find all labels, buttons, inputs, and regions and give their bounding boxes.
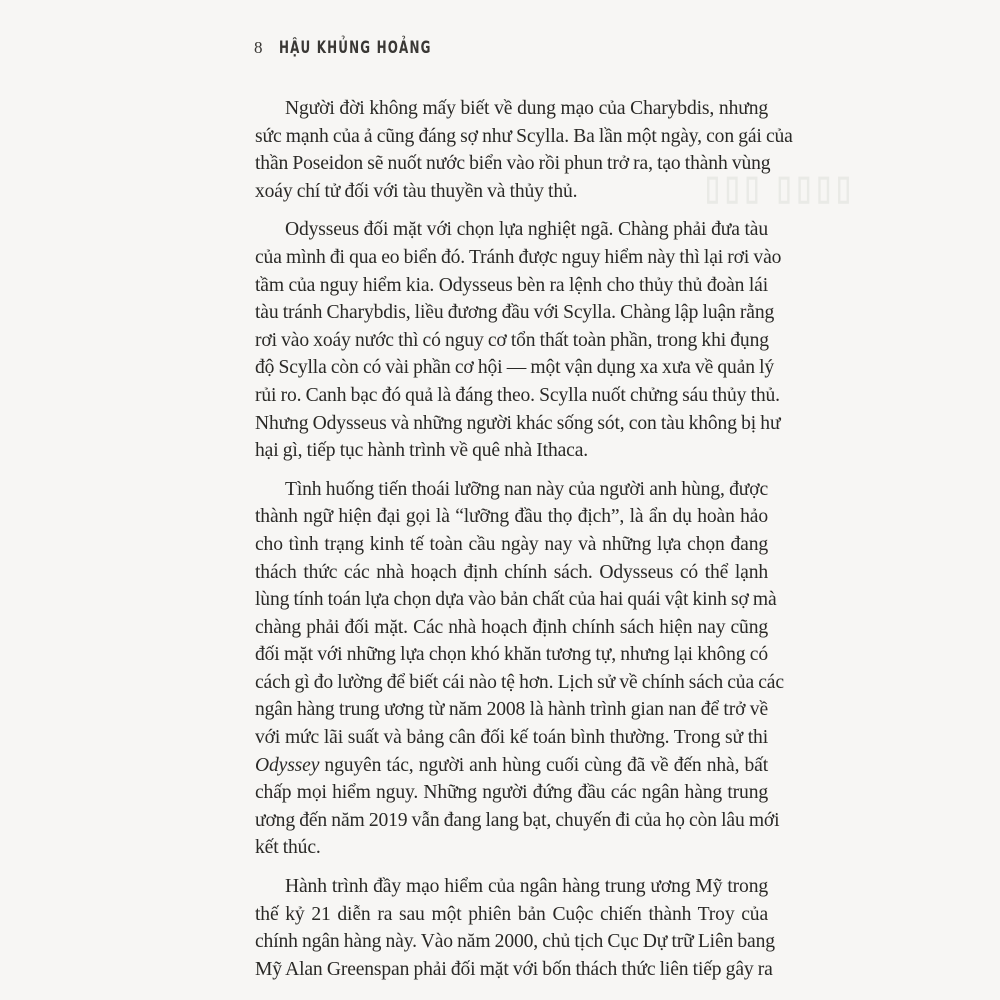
text-line: thách thức các nhà hoạch định chính sách. Odysseus có thể lạnh (255, 561, 768, 583)
text-line: chàng phải đối mặt. Các nhà hoạch định chính sách hiện nay cũng (255, 616, 768, 638)
text-line: chấp mọi hiểm nguy. Những người đứng đầu các ngân hàng trung (255, 782, 768, 804)
text-line: xoáy chí tử đối với tàu thuyền và thủy thủ. (255, 180, 578, 202)
text-line: sức mạnh của ả cũng đáng sợ như Scylla. Ba lần một ngày, con gái của (255, 125, 793, 147)
text-line: lùng tính toán lựa chọn dựa vào bản chất của hai quái vật kinh sợ mà (255, 589, 777, 611)
text-line: cách gì đo lường để biết cái nào tệ hơn. Lịch sử về chính sách của các (255, 671, 784, 693)
text-line: tàu tránh Charybdis, liều đương đầu với Scylla. Chàng lập luận rằng (255, 302, 775, 324)
text-line: kết thúc. (255, 837, 321, 859)
text-line: độ Scylla còn có vài phần cơ hội — một vận dụng xa xưa về quản lý (255, 357, 775, 379)
text-line: thế kỷ 21 diễn ra sau một phiên bản Cuộc chiến thành Troy của (255, 903, 768, 925)
text-line: cho tình trạng kinh tế toàn cầu ngày nay và những lựa chọn đang (255, 533, 768, 555)
book-title: HẬU KHỦNG HOẢNG (278, 38, 432, 58)
text-line: rủi ro. Canh bạc đó quả là đáng theo. Scylla nuốt chửng sáu thủy thủ. (255, 384, 780, 406)
paragraph-4 (255, 873, 775, 983)
paragraph-3 (255, 476, 784, 862)
text-line: Odysseus đối mặt với chọn lựa nghiệt ngã. Chàng phải đưa tàu (285, 219, 768, 241)
paragraph-2 (255, 216, 782, 464)
body-text (255, 95, 793, 994)
text-line: Mỹ Alan Greenspan phải đối mặt với bốn thách thức liên tiếp gây ra (255, 958, 773, 980)
text-line: ương đến năm 2019 vẫn đang lang bạt, chuyến đi của họ còn lâu mới (255, 809, 780, 831)
text-line: với mức lãi suất và bảng cân đối kế toán bình thường. Trong sử thi (255, 727, 768, 749)
text-line: hại gì, tiếp tục hành trình về quê nhà Ithaca. (255, 440, 589, 462)
page-number: 8 (254, 38, 263, 57)
text-line: Tình huống tiến thoái lưỡng nan này của người anh hùng, được (285, 478, 768, 500)
book-title-italic: Odyssey (255, 754, 320, 776)
text-line: của mình đi qua eo biển đó. Tránh được nguy hiểm này thì lại rơi vào (255, 246, 782, 268)
text-line: chính ngân hàng này. Vào năm 2000, chủ tịch Cục Dự trữ Liên bang (255, 931, 775, 953)
paragraph-1 (255, 95, 793, 205)
text-line: rơi vào xoáy nước thì có nguy cơ tổn thất toàn phần, trong khi đụng (255, 329, 769, 351)
bleed-through-text: ▯▯▯ ▯▯▯▯ (705, 169, 856, 207)
text-line: thành ngữ hiện đại gọi là “lưỡng đầu thọ địch”, là ẩn dụ hoàn hảo (255, 506, 768, 528)
text-line: Người đời không mấy biết về dung mạo của Charybdis, nhưng (285, 98, 768, 119)
text-line: Nhưng Odysseus và những người khác sống sót, con tàu không bị hư (255, 412, 781, 434)
running-head (254, 38, 474, 62)
text-line: tầm của nguy hiểm kia. Odysseus bèn ra lệnh cho thủy thủ đoàn lái (255, 274, 768, 296)
text-line: Odyssey nguyên tác, người anh hùng cuối cùng đã về đến nhà, bất (255, 754, 768, 776)
text-line: Hành trình đầy mạo hiểm của ngân hàng trung ương Mỹ trong (285, 876, 768, 898)
text-line: thần Poseidon sẽ nuốt nước biển vào rồi phun trở ra, tạo thành vùng (255, 153, 771, 175)
text-line: đối mặt với những lựa chọn khó khăn tương tự, nhưng lại không có (255, 644, 768, 666)
text-line: ngân hàng trung ương từ năm 2008 là hành trình gian nan để trở về (255, 699, 768, 721)
